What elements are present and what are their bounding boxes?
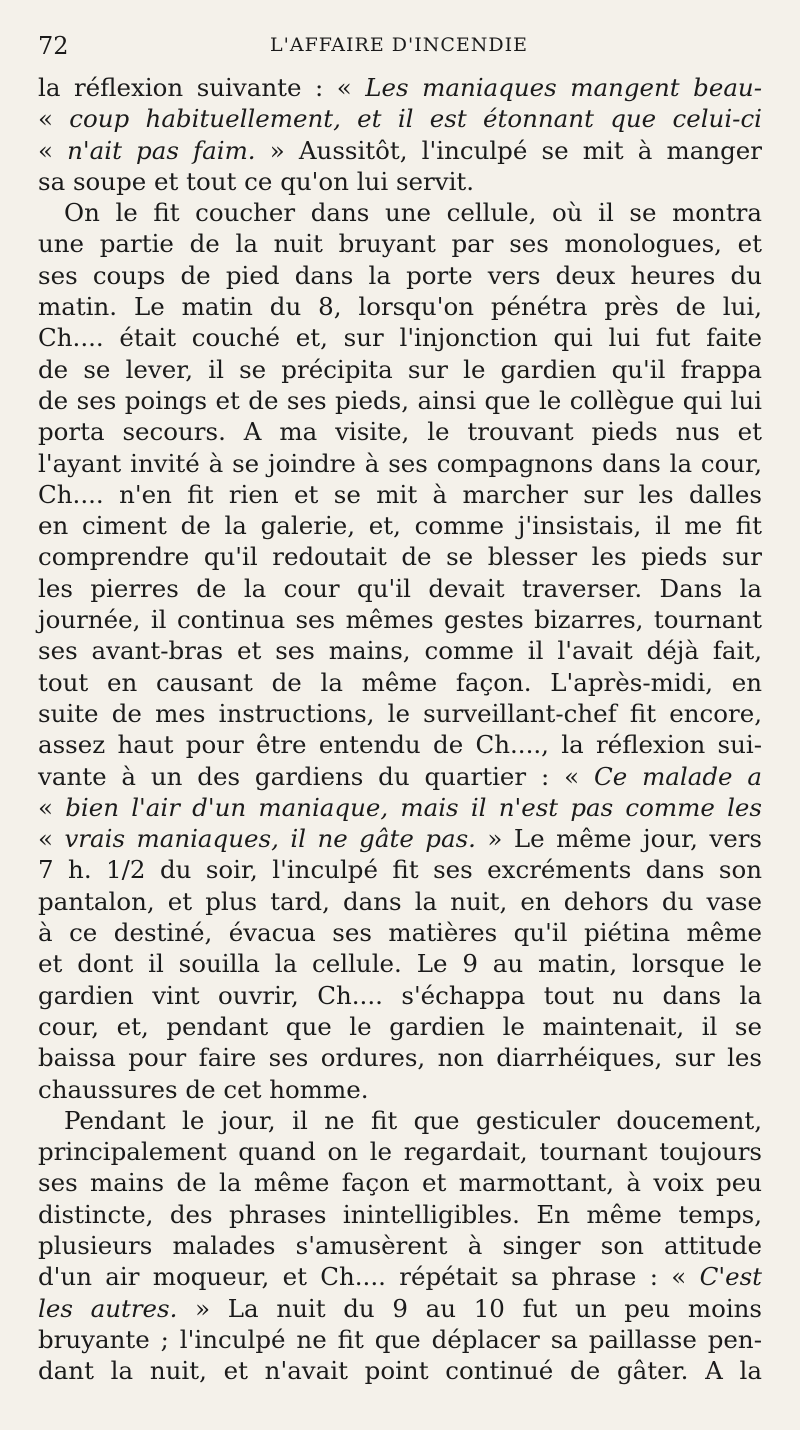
italic-text: vrais maniaques, il ne gâte pas. [64, 824, 476, 854]
text-segment: la réflexion suivante : « [38, 73, 366, 102]
text-segment: On le fit coucher dans une cellule, où il se montra [64, 198, 762, 228]
text-line [38, 761, 762, 792]
text-line [38, 385, 762, 416]
text-line [38, 322, 762, 353]
text-line [38, 1042, 762, 1073]
italic-text: n'ait pas faim. [67, 135, 256, 165]
text-line [38, 823, 762, 854]
text-line [38, 510, 762, 541]
text-line [38, 886, 762, 917]
text-segment: distincte, des phrases inintelligibles. En même temps, [38, 1199, 762, 1229]
text-line [38, 1324, 762, 1355]
text-segment: pantalon, et plus tard, dans la nuit, en dehors du vase [38, 886, 762, 916]
text-segment: cour, et, pendant que le gardien le maintenait, il se [38, 1011, 762, 1041]
text-line [38, 573, 762, 604]
italic-text: C'est [699, 1262, 762, 1292]
text-line [38, 1011, 762, 1042]
text-segment: d'un air moqueur, et Ch.... répétait sa phrase : « [38, 1262, 700, 1292]
text-line [38, 228, 762, 259]
text-line [38, 854, 762, 885]
text-segment: » Le même jour, vers [475, 824, 763, 854]
text-line [38, 1105, 762, 1136]
text-line [38, 1167, 762, 1198]
text-segment: 7 h. 1/2 du soir, l'inculpé fit ses excréments dans son [38, 855, 762, 885]
text-segment: dant la nuit, et n'avait point continué de gâter. A la [38, 1356, 762, 1386]
text-line [38, 541, 762, 572]
text-segment: sa soupe et tout ce qu'on lui servit. [38, 166, 475, 196]
italic-text: coup habituellement, et il est étonnant que celui-ci [69, 104, 762, 134]
text-segment: ses avant-bras et ses mains, comme il l'avait déjà fait, [38, 636, 762, 666]
text-line [38, 1230, 762, 1261]
running-title: L'AFFAIRE D'INCENDIE [270, 34, 528, 56]
text-line [38, 729, 762, 760]
text-line [38, 604, 762, 635]
text-line [38, 197, 762, 228]
body-text [38, 72, 762, 1386]
text-segment: Ch.... était couché et, sur l'injonction qui lui fut faite [38, 323, 762, 353]
text-segment: l'ayant invité à se joindre à ses compagnons dans la cour, [38, 448, 762, 478]
text-line [38, 448, 762, 479]
text-segment: » La nuit du 9 au 10 fut un peu moins [177, 1293, 763, 1323]
text-line [38, 1136, 762, 1167]
text-line [38, 479, 762, 510]
text-line [38, 792, 762, 823]
text-segment: « [38, 792, 66, 822]
text-segment: chaussures de cet homme. [38, 1074, 369, 1104]
italic-text: les autres. [38, 1293, 178, 1323]
text-segment: « [38, 104, 70, 134]
text-line [38, 135, 762, 166]
text-segment: baissa pour faire ses ordures, non diarrhéiques, sur les [38, 1043, 762, 1073]
page-header [38, 30, 760, 62]
text-segment: comprendre qu'il redoutait de se blesser les pieds sur [38, 542, 762, 572]
text-segment: en ciment de la galerie, et, comme j'insistais, il me fit [38, 511, 762, 541]
text-line [38, 948, 762, 979]
text-segment: porta secours. A ma visite, le trouvant pieds nus et [38, 417, 762, 447]
text-segment: gardien vint ouvrir, Ch.... s'échappa tout nu dans la [38, 980, 762, 1010]
text-line [38, 667, 762, 698]
text-segment: Pendant le jour, il ne fit que gesticuler doucement, [64, 1105, 762, 1135]
italic-text: Les maniaques mangent beau- [365, 73, 762, 102]
text-segment: à ce destiné, évacua ses matières qu'il piétina même [38, 918, 762, 948]
text-segment: ses mains de la même façon et marmottant, à voix peu [38, 1168, 762, 1198]
text-segment: « [38, 824, 65, 854]
text-line [38, 980, 762, 1011]
text-segment: tout en causant de la même façon. L'après-midi, en [38, 667, 762, 697]
text-segment: une partie de la nuit bruyant par ses monologues, et [38, 229, 762, 259]
text-line [38, 72, 762, 103]
text-segment: suite de mes instructions, le surveillant-chef fit encore, [38, 698, 762, 728]
text-line [38, 260, 762, 291]
page-number: 72 [38, 32, 69, 60]
text-line [38, 354, 762, 385]
text-segment: et dont il souilla la cellule. Le 9 au matin, lorsque le [38, 949, 762, 979]
text-line [38, 1293, 762, 1324]
text-segment: vante à un des gardiens du quartier : « [38, 761, 594, 791]
text-line [38, 416, 762, 447]
text-line [38, 1261, 762, 1292]
text-line [38, 103, 762, 134]
text-line [38, 291, 762, 322]
text-line [38, 1199, 762, 1230]
text-segment: plusieurs malades s'amusèrent à singer son attitude [38, 1230, 762, 1260]
text-segment: ses coups de pied dans la porte vers deux heures du [38, 260, 762, 290]
text-line [38, 1074, 762, 1105]
text-segment: journée, il continua ses mêmes gestes bizarres, tournant [38, 605, 762, 635]
text-line [38, 698, 762, 729]
text-segment: de se lever, il se précipita sur le gardien qu'il frappa [38, 354, 762, 384]
text-segment: » Aussitôt, l'inculpé se mit à manger [255, 135, 762, 165]
text-segment: principalement quand on le regardait, tournant toujours [38, 1137, 762, 1167]
text-segment: assez haut pour être entendu de Ch...., la réflexion sui- [38, 730, 762, 760]
text-line [38, 635, 762, 666]
text-line [38, 1355, 762, 1386]
text-segment: « [38, 135, 68, 165]
text-line [38, 166, 762, 197]
text-segment: de ses poings et de ses pieds, ainsi que le collègue qui lui [38, 385, 762, 415]
italic-text: Ce malade a [593, 761, 762, 791]
italic-text: bien l'air d'un maniaque, mais il n'est pas comme les [65, 792, 762, 822]
text-segment: Ch.... n'en fit rien et se mit à marcher sur les dalles [38, 479, 762, 509]
text-line [38, 917, 762, 948]
text-segment: les pierres de la cour qu'il devait traverser. Dans la [38, 573, 762, 603]
text-segment: bruyante ; l'inculpé ne fit que déplacer sa paillasse pen- [38, 1324, 762, 1354]
text-segment: matin. Le matin du 8, lorsqu'on pénétra près de lui, [38, 292, 762, 322]
